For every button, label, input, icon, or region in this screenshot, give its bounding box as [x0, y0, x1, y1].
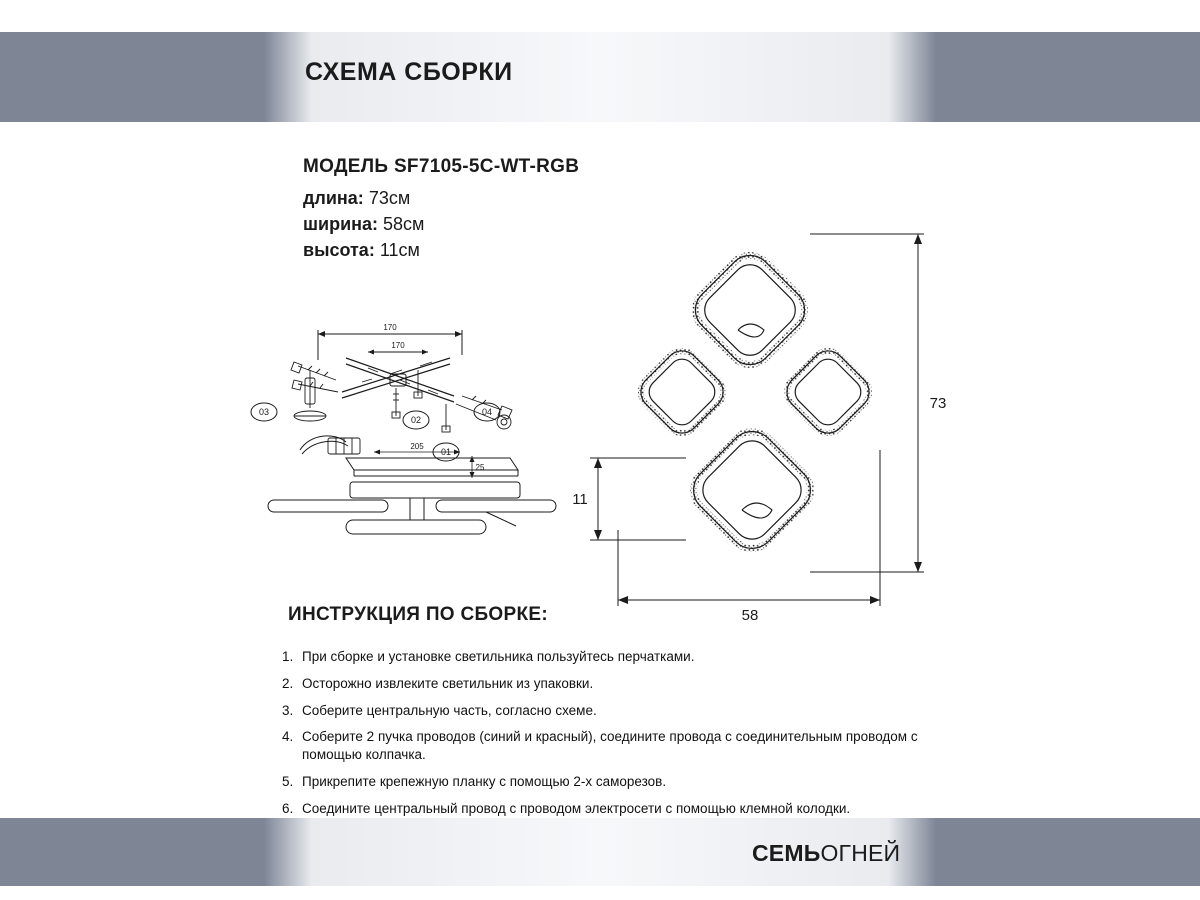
- brand-logo: [752, 840, 900, 867]
- callout-02: 02: [410, 415, 422, 425]
- dim-205: 205: [410, 442, 424, 451]
- callout-04: 04: [481, 407, 493, 417]
- model-label: МОДЕЛЬ: [303, 156, 389, 177]
- product-dimension-diagram: [560, 200, 960, 640]
- top-margin: [0, 0, 1200, 32]
- brand-part-1: СЕМЬ: [752, 840, 821, 866]
- spec-height: [303, 240, 420, 261]
- step-number: 1.: [282, 649, 294, 664]
- spec-width-label: ширина:: [303, 214, 379, 234]
- instructions-title: ИНСТРУКЦИЯ ПО СБОРКЕ:: [288, 604, 548, 625]
- callout-01: 01: [440, 447, 452, 457]
- callout-03: 03: [258, 407, 270, 417]
- step-text: Соедините центральный провод с проводом электросети с помощью клемной колодки.: [302, 800, 851, 816]
- spec-height-label: высота:: [303, 240, 375, 260]
- exploded-assembly-diagram: [250, 300, 580, 560]
- spec-length-value: 73см: [368, 188, 411, 208]
- instructions-list: [282, 648, 942, 827]
- list-item: [282, 800, 942, 818]
- step-text: Соберите 2 пучка проводов (синий и красный), соедините провода с соединительным проводом с помощью колпачка.: [302, 729, 918, 763]
- list-item: [282, 702, 942, 720]
- step-number: 2.: [282, 675, 294, 691]
- right-margin: [936, 122, 1200, 818]
- list-item: [282, 675, 942, 693]
- step-text: Осторожно извлеките светильник из упаковки.: [302, 675, 594, 691]
- spec-height-value: 11см: [379, 240, 420, 260]
- page-title: СХЕМА СБОРКИ: [305, 58, 513, 86]
- spec-width: [303, 214, 424, 235]
- footer-band: [0, 818, 1200, 886]
- dim-25: 25: [475, 463, 485, 472]
- step-text: Соберите центральную часть, согласно схеме.: [302, 702, 597, 718]
- header-band: [0, 32, 1200, 122]
- dim-height-73: 73: [929, 395, 947, 412]
- dim-170-outer: 170: [383, 323, 397, 332]
- list-item: [282, 648, 942, 666]
- spec-length: [303, 188, 410, 209]
- step-number: 3.: [282, 702, 294, 718]
- step-text: При сборке и установке светильника пользуйтесь перчатками.: [302, 649, 695, 664]
- spec-width-value: 58см: [383, 214, 425, 234]
- list-item: [282, 728, 942, 764]
- spec-length-label: длина:: [303, 188, 364, 208]
- step-number: 4.: [282, 729, 294, 745]
- bottom-margin: [0, 886, 1200, 900]
- model-value: SF7105-5C-WT-RGB: [393, 156, 580, 177]
- list-item: [282, 773, 942, 791]
- brand-part-2: ОГНЕЙ: [820, 840, 901, 866]
- left-margin: [0, 122, 264, 818]
- dim-depth-11: 11: [572, 491, 588, 508]
- step-number: 5.: [282, 774, 294, 790]
- step-number: 6.: [282, 800, 294, 816]
- dim-width-58: 58: [741, 607, 759, 624]
- step-text: Прикрепите крепежную планку с помощью 2-х саморезов.: [302, 774, 667, 790]
- dim-170-inner: 170: [391, 341, 405, 350]
- model-line: [303, 156, 579, 178]
